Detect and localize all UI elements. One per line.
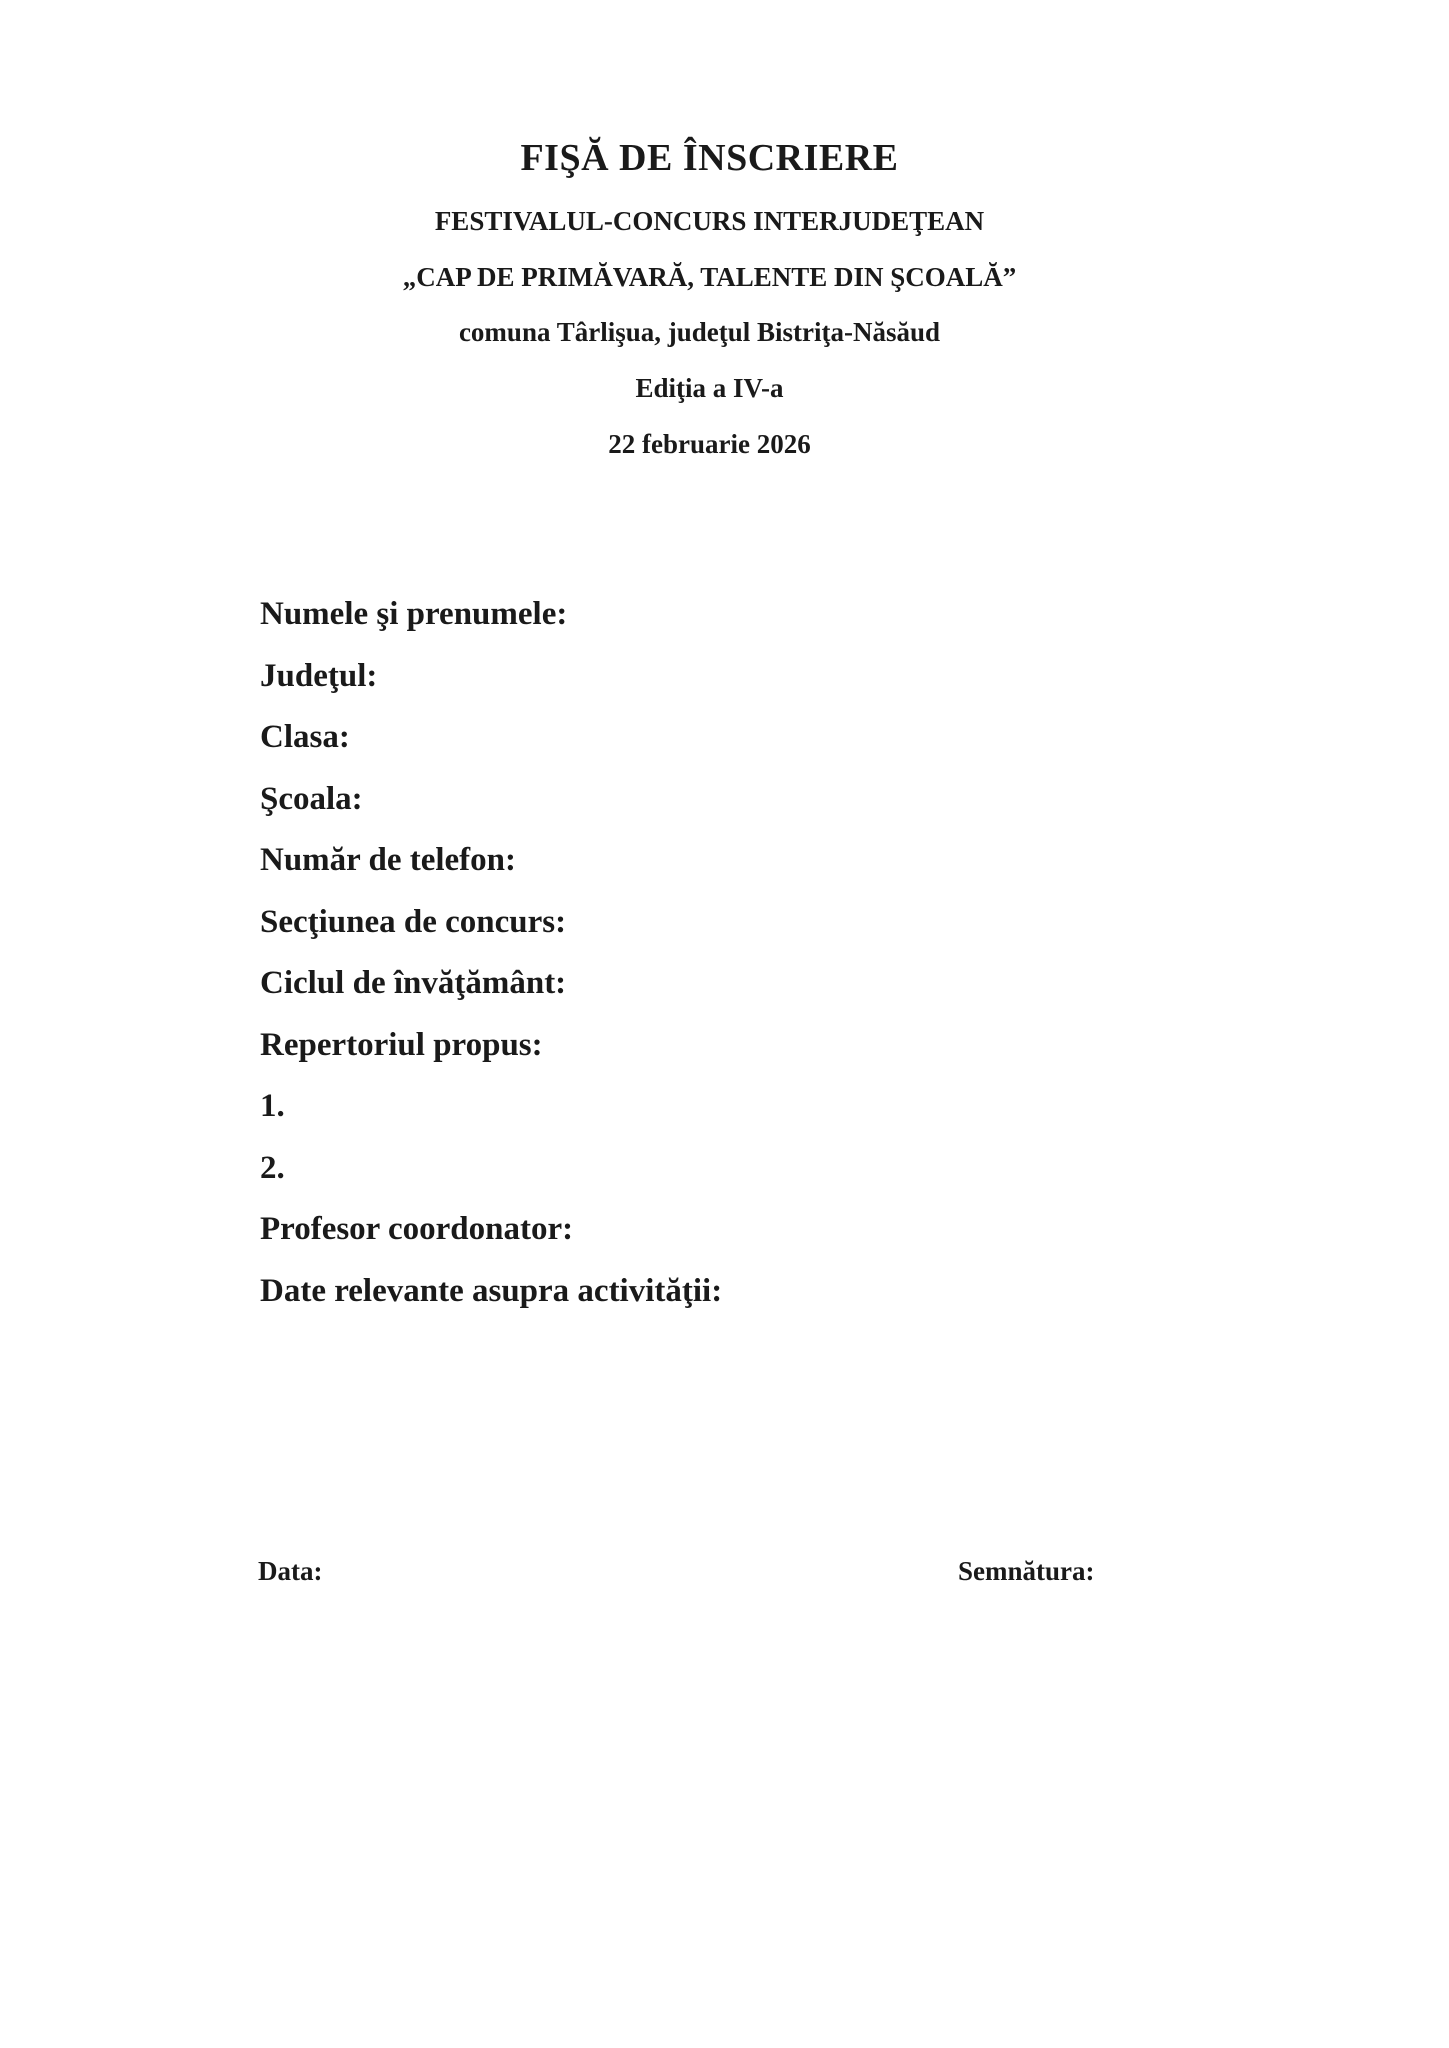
field-activity-data-label: Date relevante asupra activităţii: — [260, 1272, 723, 1309]
field-repertoire-item-2: 2. — [260, 1149, 285, 1186]
field-school-label: Şcoala: — [260, 780, 363, 817]
festival-location: comuna Târlişua, judeţul Bistriţa-Năsăud — [458, 317, 941, 347]
field-phone-label: Număr de telefon: — [260, 842, 517, 878]
field-repertoire-item-1: 1. — [260, 1088, 285, 1124]
date-label: Data: — [258, 1556, 323, 1586]
signature-label: Semnătura: — [958, 1556, 1095, 1586]
field-coordinator-label: Profesor coordonator: — [260, 1211, 574, 1247]
field-name-label: Numele şi prenumele: — [260, 596, 568, 632]
festival-motto: „CAP DE PRIMĂVARĂ, TALENTE DIN ŞCOALĂ” — [402, 262, 1017, 292]
festival-name: FESTIVALUL-CONCURS INTERJUDEŢEAN — [434, 206, 985, 236]
field-section-label: Secţiunea de concurs: — [260, 903, 567, 940]
field-county-label: Judeţul: — [260, 657, 378, 694]
festival-date: 22 februarie 2026 — [608, 429, 811, 459]
form-fields-list — [260, 594, 722, 1332]
festival-edition: Ediţia a IV-a — [635, 373, 784, 403]
field-class-label: Clasa: — [260, 719, 350, 755]
form-title: FIŞĂ DE ÎNSCRIERE — [520, 137, 899, 179]
field-education-cycle-label: Ciclul de învăţământ: — [260, 965, 567, 1001]
field-repertoire-label: Repertoriul propus: — [260, 1026, 543, 1063]
